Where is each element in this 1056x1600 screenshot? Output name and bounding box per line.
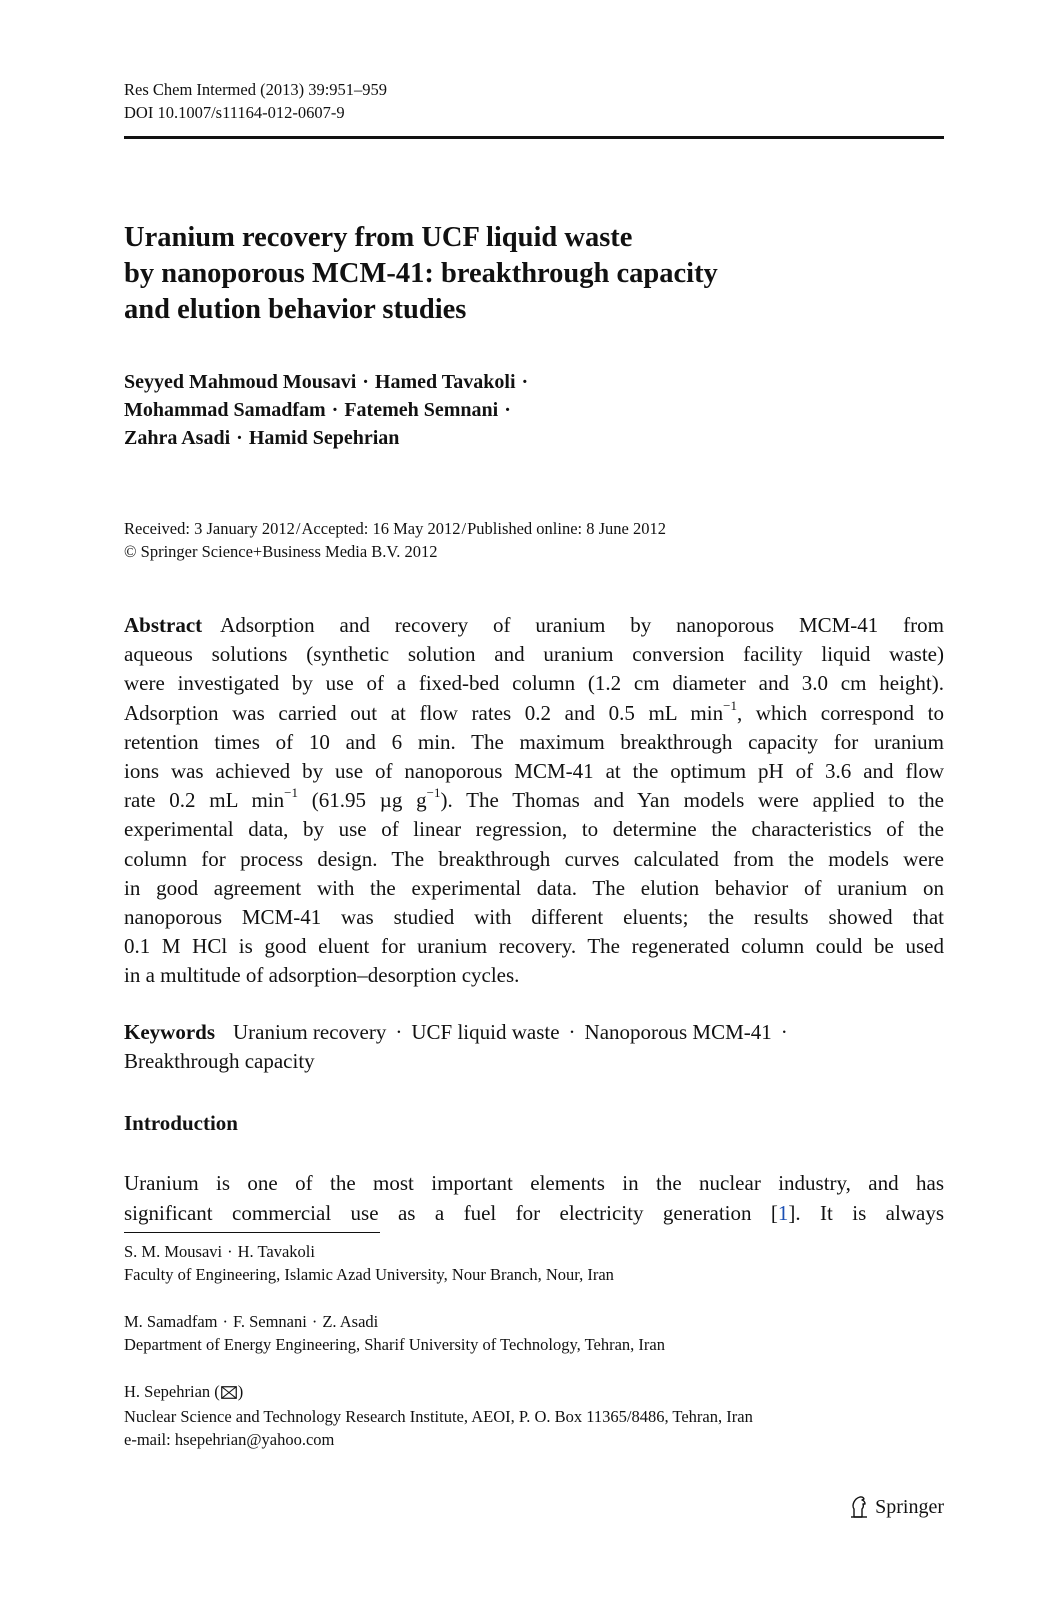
- affiliation-place: Department of Energy Engineering, Sharif University of Technology, Tehran, Iran: [124, 1335, 665, 1354]
- author-name: Mohammad Samadfam: [124, 399, 326, 421]
- footnote-rule: [124, 1232, 380, 1233]
- author-separator: ·: [362, 371, 369, 393]
- superscript: −1: [723, 697, 737, 713]
- title-line: Uranium recovery from UCF liquid waste: [124, 222, 633, 253]
- accepted-date: Accepted: 16 May 2012: [301, 519, 461, 538]
- paren: ): [237, 1382, 244, 1401]
- superscript: −1: [426, 785, 441, 801]
- affiliation-name: H. Sepehrian: [124, 1382, 211, 1401]
- abstract-text: ions was achieved by use of nanoporous MCM-41 at the optimum pH of 3.6 and flow: [124, 759, 944, 784]
- name-separator: ·: [222, 1312, 228, 1331]
- abstract-text: 0.1 M HCl is good eluent for uranium recovery. The regenerated column could be used: [124, 934, 944, 959]
- abstract-text: Adsorption and recovery of uranium by nanoporous MCM-41 from: [220, 613, 944, 637]
- affiliation-name: F. Semnani: [232, 1312, 307, 1331]
- name-separator: ·: [311, 1312, 318, 1331]
- publisher-name: Springer: [875, 1495, 944, 1518]
- received-date: Received: 3 January 2012: [124, 519, 295, 538]
- author-separator: ·: [236, 427, 243, 449]
- name-separator: ·: [227, 1242, 233, 1261]
- superscript: −1: [284, 785, 298, 801]
- abstract-heading: Abstract: [124, 613, 203, 637]
- author-separator: ·: [521, 371, 529, 393]
- affiliation-name: M. Samadfam: [124, 1312, 218, 1331]
- copyright-notice: © Springer Science+Business Media B.V. 2012: [124, 542, 438, 561]
- author-separator: ·: [504, 399, 511, 421]
- journal-citation: Res Chem Intermed (2013) 39:951–959: [124, 80, 388, 99]
- keyword: Nanoporous MCM-41: [584, 1020, 772, 1044]
- keywords: [124, 1018, 944, 1076]
- abstract-text: experimental data, by use of linear regression, to determine the characteristics of the: [124, 817, 944, 842]
- keyword: Breakthrough capacity: [124, 1049, 315, 1073]
- author-name: Hamed Tavakoli: [374, 371, 516, 393]
- affiliation-block: [124, 1380, 753, 1451]
- affiliation-place: Faculty of Engineering, Islamic Azad University, Nour Branch, Nour, Iran: [124, 1265, 614, 1284]
- envelope-icon[interactable]: [221, 1382, 237, 1405]
- author-name: Hamid Sepehrian: [248, 427, 400, 449]
- abstract-text: , which correspond to: [736, 700, 944, 725]
- affiliation-place: Nuclear Science and Technology Research Institute, AEOI, P. O. Box 11365/8486, Tehran, Iran: [124, 1407, 753, 1426]
- abstract: [124, 611, 944, 991]
- abstract-text: in a multitude of adsorption–desorption cycles.: [124, 963, 520, 988]
- paper-title: [124, 220, 944, 328]
- date-separator: /: [295, 519, 301, 538]
- abstract-text: column for process design. The breakthrough curves calculated from the models were: [124, 846, 944, 871]
- body-text: ]. It is always: [788, 1200, 944, 1225]
- paren: (: [214, 1382, 220, 1401]
- abstract-text: aqueous solutions (synthetic solution and uranium conversion facility liquid waste): [124, 642, 944, 667]
- journal-doi: DOI 10.1007/s11164-012-0607-9: [124, 103, 345, 122]
- introduction-text: [124, 1169, 944, 1228]
- affiliation-block: [124, 1240, 614, 1286]
- keyword-separator: ·: [568, 1020, 576, 1044]
- keyword-separator: ·: [780, 1020, 788, 1044]
- keyword: UCF liquid waste: [411, 1020, 560, 1044]
- author-name: Zahra Asadi: [124, 427, 231, 449]
- citation-link[interactable]: 1: [777, 1200, 789, 1225]
- affiliation-block: [124, 1310, 665, 1356]
- keywords-heading: Keywords: [124, 1020, 215, 1044]
- abstract-text: nanoporous MCM-41 was studied with different eluents; the results showed that: [124, 905, 944, 930]
- affiliation-name: H. Tavakoli: [237, 1242, 315, 1261]
- abstract-text: rate 0.2 mL min: [124, 788, 285, 813]
- springer-horse-icon: [848, 1495, 870, 1519]
- section-heading-introduction: Introduction: [124, 1111, 238, 1135]
- author-separator: ·: [331, 399, 339, 421]
- keyword-separator: ·: [395, 1020, 403, 1044]
- published-date: Published online: 8 June 2012: [467, 519, 667, 538]
- paper-page: [124, 0, 944, 1600]
- author-list: [124, 368, 534, 452]
- title-line: and elution behavior studies: [124, 294, 467, 325]
- abstract-text: (61.95 µg g: [297, 788, 427, 813]
- abstract-text: in good agreement with the experimental data. The elution behavior of uranium on: [124, 875, 944, 900]
- abstract-text: were investigated by use of a fixed-bed column (1.2 cm diameter and 3.0 cm height).: [124, 671, 944, 696]
- abstract-text: ). The Thomas and Yan models were applied to the: [440, 788, 944, 813]
- author-name: Seyyed Mahmoud Mousavi: [124, 371, 357, 393]
- publication-dates: [124, 517, 666, 563]
- body-text: significant commercial use as a fuel for electricity generation [: [124, 1200, 778, 1225]
- title-line: by nanoporous MCM-41: breakthrough capacity: [124, 258, 718, 289]
- date-separator: /: [461, 519, 467, 538]
- journal-header: [124, 78, 387, 124]
- author-name: Fatemeh Semnani: [344, 399, 499, 421]
- body-text: Uranium is one of the most important elements in the nuclear industry, and has: [124, 1171, 944, 1195]
- affiliation-name: S. M. Mousavi: [124, 1242, 223, 1261]
- keyword: Uranium recovery: [233, 1020, 387, 1044]
- abstract-text: retention times of 10 and 6 min. The maximum breakthrough capacity for uranium: [124, 729, 944, 754]
- header-rule: [124, 136, 944, 139]
- publisher-logo: [848, 1495, 944, 1519]
- affiliation-name: Z. Asadi: [322, 1312, 379, 1331]
- abstract-text: Adsorption was carried out at flow rates 0.2 and 0.5 mL min: [124, 700, 724, 725]
- contact-email[interactable]: e-mail: hsepehrian@yahoo.com: [124, 1430, 335, 1449]
